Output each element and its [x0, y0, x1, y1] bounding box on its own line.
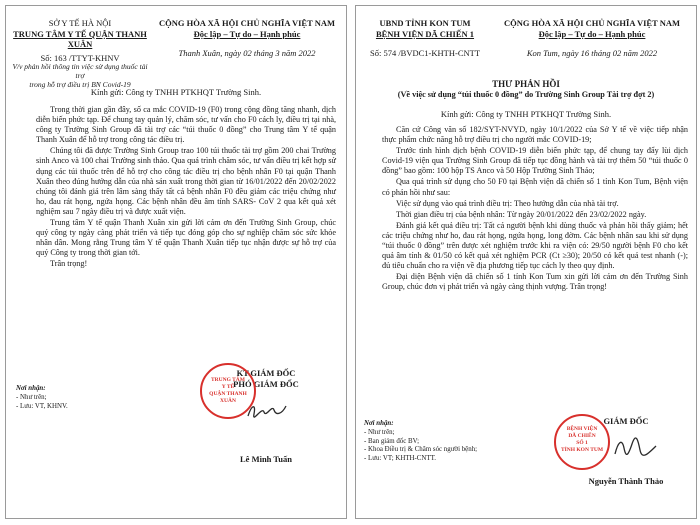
right-paragraph: Đánh giá kết quả điều trị: Tất cả người bệnh khi dùng thuốc và phản hồi thấy giảm; hết các triệu chứng như ho, đau rát họng, ngứa họng, long đờm. Các bệnh nhân sau khi sử dụng “túi thuốc 0 đồng” trên được xét nghiệm trước khi ra viện có: 29/50 người bệnh F0 cho kết quả âm tính & 01/50 có kết quả xét nghiệm PCR (Ct ≥30); 20/50 có kết quả test nhanh (-); đủ tiêu chuẩn cho ra viện về địa phương tiếp tục cách ly theo quy định. [382, 220, 688, 271]
left-subject-2: trong hỗ trợ điều trị BN Covid-19 [29, 79, 131, 89]
left-sign-role-1: KT.GIÁM ĐỐC [236, 368, 296, 378]
right-title: THƯ PHẢN HỒI [492, 79, 560, 89]
left-recipients-title: Nơi nhận: [16, 385, 46, 392]
right-national-slogan: Độc lập – Tự do – Hạnh phúc [538, 28, 646, 39]
right-paragraph: Đại diện Bệnh viện dã chiến số 1 tỉnh Kon Tum xin gửi lời cảm ơn đến Trường Sinh Group, chúc đơn vị phát triển và ngày càng thịnh vượng. Trân trọng! [382, 272, 688, 292]
left-paragraph: Trong thời gian gần đây, số ca mắc COVID-19 (F0) trong cộng đồng tăng nhanh, dịch diễn biến phức tạp. Để chung tay quản lý, chăm sóc, tư vấn cho F0 cách ly, điều trị tại nhà, công ty Trường Sinh Group đã tài trợ các “túi thuốc 0 đồng” cho Trung tâm Y tế quận Thanh Xuân để hỗ trợ trong công tác điều trị. [36, 105, 336, 145]
right-national-block [490, 18, 694, 59]
right-recipients [364, 420, 534, 464]
left-stamp-text: TRUNG TÂM [211, 377, 245, 383]
left-national-slogan: Độc lập – Tự do – Hạnh phúc [193, 28, 301, 39]
left-salutation: Kính gửi: Công ty TNHH PTKHQT Trường Sinh. [90, 87, 262, 97]
right-sign-role: GIÁM ĐỐC [603, 416, 649, 426]
left-stamp-text: Y TẾ [221, 384, 235, 390]
left-closing: Trân trọng! [50, 259, 88, 269]
left-authority-1: SỞ Y TẾ HÀ NỘI [48, 18, 112, 28]
right-stamp-text: BỆNH VIỆN [566, 426, 598, 432]
left-paragraph: Trung tâm Y tế quận Thanh Xuân xin gửi lời cảm ơn đến Trường Sinh Group, chúc quý công ty ngày càng phát triển và tiếp tục đóng góp cho sự nghiệp chăm sóc sức khỏe nhân dân. Mong rằng Trung tâm Y tế quận Thanh Xuân tiếp tục nhận được sự hỗ trợ của quý Công ty trong thời gian tới. [36, 218, 336, 258]
right-doc-number: Số: 574 /BVDC1-KHTH-CNTT [369, 48, 481, 58]
left-body [36, 105, 336, 271]
right-paragraph: Trước tình hình dịch bệnh COVID-19 diễn biến phức tạp, để chung tay đẩy lùi dịch Covid-19 viện qua Trường Sinh Group đã tiếp tục đồng hành và tài trợ thêm 50 “túi thuốc 0 đồng” bao gồm: 100 hộp TS Anco và 50 Hộp Trường Sinh Thảo; [382, 146, 688, 176]
right-recipient: - Lưu: VT; KHTH-CNTT. [364, 455, 436, 463]
left-national-block [150, 18, 344, 59]
left-signature [244, 400, 290, 422]
left-authority-2: TRUNG TÂM Y TẾ QUẬN THANH XUÂN [13, 28, 147, 49]
right-national-motto: CỘNG HÒA XÃ HỘI CHỦ NGHĨA VIỆT NAM [503, 18, 681, 28]
right-issuer-block [360, 18, 490, 59]
right-recipient: - Như trên; [364, 428, 395, 436]
left-signer-name: Lê Minh Tuấn [240, 454, 292, 464]
right-signature [612, 436, 658, 458]
right-salutation: Kính gửi: Công ty TNHH PTKHQT Trường Sinh. [440, 109, 612, 119]
right-date: Kon Tum, ngày 16 tháng 02 năm 2022 [526, 48, 658, 58]
right-authority-1: UBND TỈNH KON TUM [379, 18, 471, 28]
left-subject-1: V/v phản hồi thông tin việc sử dụng thuốc tài trợ [12, 62, 148, 80]
right-official-stamp [554, 414, 610, 470]
right-line: Việc sử dụng vào quá trình điều trị: Theo hướng dẫn của nhà tài trợ. [396, 198, 619, 208]
left-stamp-text: QUẬN THANH XUÂN [209, 391, 247, 404]
right-authority-2: BỆNH VIỆN DÃ CHIẾN 1 [375, 28, 475, 39]
left-recipient: - Như trên; [16, 393, 47, 401]
right-paragraph: Qua quá trình sử dụng cho 50 F0 tại Bệnh viện dã chiến số 1 tỉnh Kon Tum, Bệnh viện có phản hồi như sau: [382, 177, 688, 197]
right-recipients-title: Nơi nhận: [364, 420, 394, 427]
left-sign-role-2: PHÓ GIÁM ĐỐC [233, 378, 299, 389]
left-recipient: - Lưu: VT, KHNV. [16, 402, 68, 410]
left-paragraph: Chúng tôi đã được Trường Sinh Group trao 100 túi thuốc tài trợ gồm 200 chai Trường sinh Anco và 100 chai Trường sinh thảo. Qua quá trình chăm sóc, tư vấn điều trị kết hợp sử dụng các túi thuốc trên để hỗ trợ cho công tác điều trị cho bệnh nhân F0 tại quận Thanh Xuân theo đúng hướng dẫn của nhà sản xuất trong thời gian từ 16/01/2022 đến 20/02/2022 chúng tôi đánh giá trên lâm sàng thấy tất cả bệnh nhân F0 đều giảm các triệu chứng như ho, đau rát họng, ngứa họng. Các bệnh nhân đều âm tính SARS- CoV 2 qua kết quả xét nghiệm sau 7 ngày điều trị và được xuất viện. [36, 146, 336, 216]
right-subtitle: (Về việc sử dụng “túi thuốc 0 đồng” do Trường Sinh Group Tài trợ đợt 2) [397, 90, 655, 99]
right-body [382, 125, 688, 294]
right-stamp-text: DÃ CHIẾN [568, 433, 596, 439]
right-signer-name: Nguyễn Thành Thảo [588, 476, 664, 486]
left-date: Thanh Xuân, ngày 02 tháng 3 năm 2022 [178, 48, 316, 58]
right-stamp-text: TỈNH KON TUM [560, 447, 604, 453]
right-recipient: - Ban giám đốc BV; [364, 437, 419, 445]
left-issuer-block [10, 18, 150, 89]
right-stamp-text: SỐ 1 [576, 440, 588, 446]
right-letter [355, 5, 697, 519]
left-national-motto: CỘNG HÒA XÃ HỘI CHỦ NGHĨA VIỆT NAM [158, 18, 336, 28]
left-letter [5, 5, 347, 519]
left-doc-number: Số: 163 /TTYT-KHNV [40, 52, 120, 63]
right-line: Thời gian điều trị của bệnh nhân: Từ ngày 20/01/2022 đến 23/02/2022 ngày. [396, 209, 647, 219]
left-recipients [16, 385, 126, 411]
right-paragraph: Căn cứ Công văn số 182/SYT-NVYD, ngày 10/1/2022 của Sở Y tế về việc tiếp nhận thực phẩm chức năng hỗ trợ điều trị cho người mắc COVID-19; [382, 125, 688, 145]
right-recipient: - Khoa Điều trị & Chăm sóc người bệnh; [364, 446, 478, 454]
